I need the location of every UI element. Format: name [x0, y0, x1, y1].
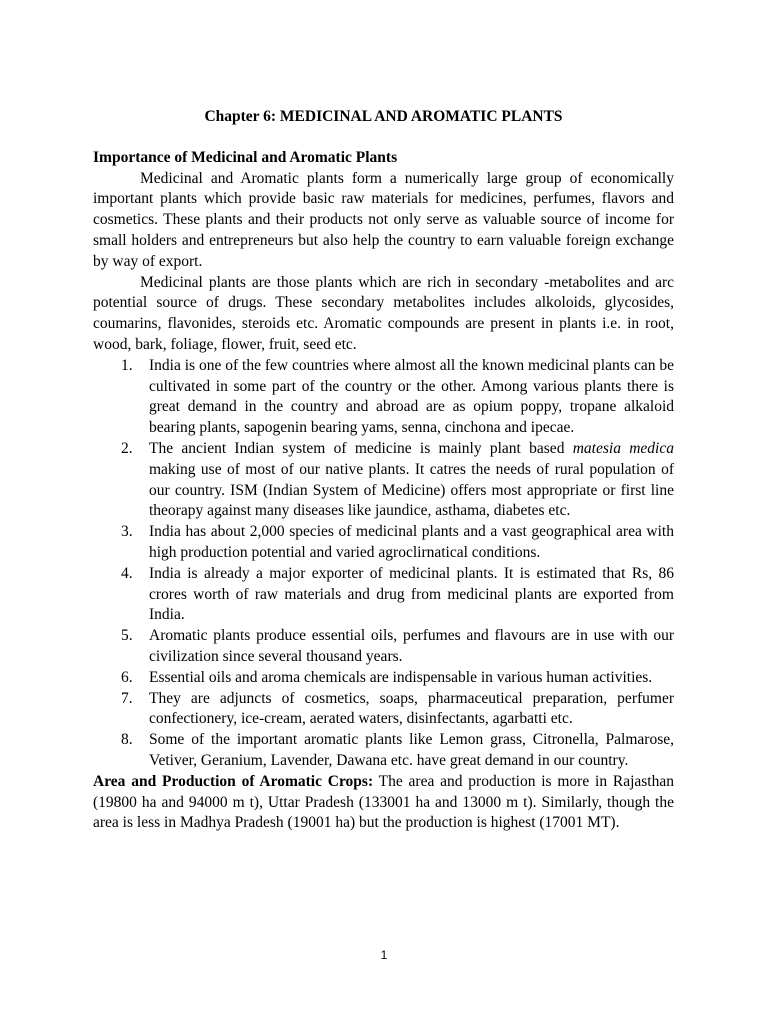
area-production-heading: Area and Production of Aromatic Crops:	[93, 772, 374, 790]
list-item-text: Some of the important aromatic plants like Lemon grass, Citronella, Palmarose, Vetiver, Geranium, Lavender, Dawana etc. have great demand in our country.	[149, 731, 674, 769]
list-item-italic-term: matesia medica	[572, 439, 674, 457]
paragraph-intro: Medicinal and Aromatic plants form a numerically large group of economically important plants which provide basic raw materials for medicines, perfumes, flavors and cosmetics. These plants and their products not only serve as valuable source of income for small holders and entrepreneurs but also help the country to earn valuable foreign exchange by way of export.	[93, 169, 674, 270]
list-item-text: Essential oils and aroma chemicals are indispensable in various human activities.	[149, 668, 653, 686]
list-item-text: making use of most of our native plants. It catres the needs of rural population of our country. ISM (Indian System of Medicine) offers most appropriate or first line theorapy against many diseases like jaundice, asthama, diabetes etc.	[149, 460, 674, 520]
list-item-text: India is already a major exporter of medicinal plants. It is estimated that Rs, 86 crores worth of raw materials and drug from medicinal plants are exported from India.	[149, 564, 674, 624]
importance-list	[93, 356, 674, 772]
list-item-number: 2.	[121, 439, 133, 457]
chapter-title: Chapter 6: MEDICINAL AND AROMATIC PLANTS	[204, 108, 563, 125]
paragraph-area-production	[93, 772, 674, 834]
list-item	[93, 626, 674, 668]
list-item-text: The ancient Indian system of medicine is mainly plant based	[149, 439, 573, 457]
page-number: 1	[380, 948, 388, 962]
list-item	[93, 730, 674, 772]
list-item-number: 4.	[121, 564, 133, 582]
list-item-text: India has about 2,000 species of medicinal plants and a vast geographical area with high production potential and varied agroclirnatical conditions.	[149, 523, 674, 561]
section-heading: Importance of Medicinal and Aromatic Plants	[93, 148, 398, 166]
list-item-text: India is one of the few countries where almost all the known medicinal plants can be cultivated in some part of the country or the other. Among various plants there is great demand in the country and abroad are as opium poppy, tropane alkaloid bearing plants, sapogenin bearing yams, senna, cinchona and ipecae.	[149, 356, 674, 437]
list-item	[93, 689, 674, 731]
paragraph-medicinal-plants: Medicinal plants are those plants which are rich in secondary -metabolites and arc potential source of drugs. These secondary metabolites includes alkoloids, glycosides, coumarins, flavonides, steroids etc. Aromatic compounds are present in plants i.e. in root, wood, bark, foliage, flower, fruit, seed etc.	[93, 273, 674, 353]
area-production-text: The area and production is more in Rajasthan (19800 ha and 94000 m t), Uttar Pradesh (133001 ha and 13000 m t). Similarly, though the area is less in Madhya Pradesh (19001 ha) but the production is highest (17001 MT).	[93, 772, 674, 832]
list-item-text: They are adjuncts of cosmetics, soaps, pharmaceutical preparation, perfumer confectionery, ice-cream, aerated waters, disinfectants, agarbatti etc.	[149, 689, 674, 728]
list-item-text: Aromatic plants produce essential oils, perfumes and flavours are in use with our civilization since several thousand years.	[149, 627, 674, 665]
list-item-number: 6.	[121, 668, 133, 686]
list-item	[93, 668, 674, 689]
list-item-number: 8.	[121, 731, 133, 749]
list-item	[93, 522, 674, 564]
document-page	[93, 107, 674, 834]
list-item	[93, 439, 674, 522]
list-item	[93, 564, 674, 626]
list-item	[93, 356, 674, 439]
list-item-number: 1.	[121, 356, 133, 374]
list-item-number: 5.	[121, 627, 133, 645]
list-item-number: 3.	[121, 523, 133, 541]
list-item-number: 7.	[121, 689, 133, 707]
